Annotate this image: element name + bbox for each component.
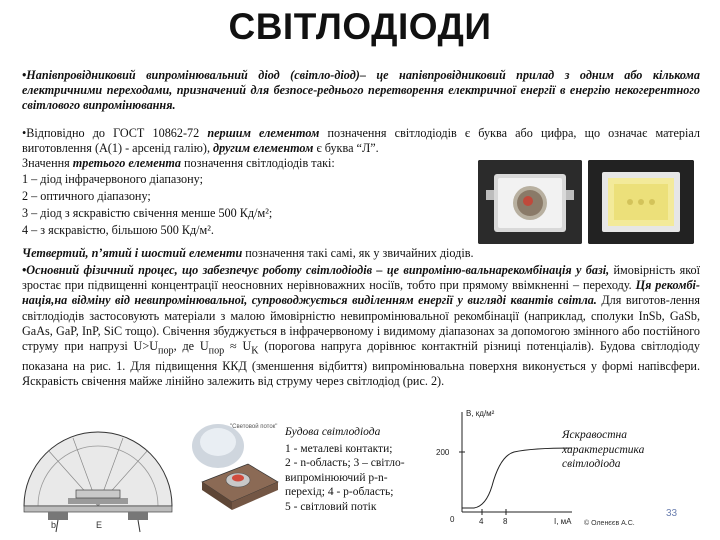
caption-brightness-line: світлодіода <box>562 458 621 471</box>
page-number: 33 <box>666 508 678 519</box>
graph-x-tick: 8 <box>503 517 508 526</box>
physics-text-2: Для виготов-лення світлодіодів застосовують матеріали з малою ймовірністю невипромінювальної рекомбінації (наприклад, сполуки InSb, GaSb, GaAs, GaP, InP, SiC тощо). Свічення збуджується в інфрачервоному і видимому діапазонах за допомогою змінного або постійного струму при напрузі U>U <box>22 293 700 354</box>
paragraph-fourth-element <box>22 246 700 261</box>
page-title: СВІТЛОДІОДИ <box>228 6 492 47</box>
graph-y-tick: 200 <box>436 448 450 457</box>
caption-structure-line: 2 - n-область; 3 – світло- <box>285 457 405 470</box>
fourth-element-term: Четвертий, п’ятий і шостий елементи <box>22 246 243 260</box>
physics-text-1: ймовірність якої зростає при підвищенні концентрації неосновних нерівноважних носіїв, тобто при прямому ввімкненні – переходу. <box>22 263 700 293</box>
caption-structure-line: 5 - світловий потік <box>285 500 377 513</box>
diagram-light-label: "Световой поток" <box>230 424 278 430</box>
paragraph-physics <box>22 263 700 389</box>
physics-recombination: Ця рекомбі-нація,на відміну від невипромінювальної, супроводжується виділенням енергії у вигляді квантів світла. <box>22 278 700 308</box>
led-yellow-image <box>588 160 694 244</box>
physics-sub-2: пор <box>208 345 225 357</box>
physics-text-5: (порогова напруга дорівнює контактній різниці потенціалів). Будова світлодіоду показана на рис. 1. Для підвищення ККД (зменшення відбиття) випромінювальна поверхня виконується у формі напівсфери. Яскравість свічення майже лінійно залежить від струму через світлодіод (рис. 2). <box>22 339 700 388</box>
graph-zero: 0 <box>450 515 455 524</box>
paragraph-definition <box>22 68 700 114</box>
third-text-2: позначення світлодіодів такі: <box>180 156 335 170</box>
led-3d-render <box>178 418 288 530</box>
caption-brightness <box>562 428 702 472</box>
caption-structure-line: перехід; 4 - p-область; <box>285 486 394 499</box>
list-item: 1 – діод інфрачервоного діапазону; <box>22 172 203 186</box>
definition-term: •Напівпровідниковий випромінювальний діод (світло-діод) <box>22 68 360 82</box>
physics-text-4: ≈ U <box>224 339 252 354</box>
led-photo-yellow <box>588 160 694 244</box>
definition-rest: – це напівпровідниковий прилад з одним або кількома електричними переходами, призначений для безпосе-реднього перетворення електричної енергії в енергію некогерентного світлового випромінювання. <box>22 68 701 113</box>
physics-sub-3: K <box>251 345 259 357</box>
caption-brightness-line: характеристика <box>562 443 645 456</box>
graph-xlabel: I, мА <box>554 517 572 526</box>
led-red-image <box>478 160 582 244</box>
graph-ylabel: B, кд/м² <box>466 409 495 418</box>
gost-text-1: •Відповідно до ГОСТ 10862-72 <box>22 126 208 140</box>
third-text-1: Значення <box>22 156 73 170</box>
physics-sub-1: пор <box>158 345 174 357</box>
caption-structure-line: випромінюючий p-n- <box>285 471 388 484</box>
physics-text-3: , де U <box>173 339 209 354</box>
caption-structure-line: Будова світлодіода <box>285 426 381 438</box>
gost-text-3: є буква “Л”. <box>313 141 379 156</box>
graph-x-tick: 4 <box>479 517 484 526</box>
led-structure-diagram <box>18 420 178 538</box>
caption-structure <box>285 425 435 515</box>
fourth-text: позначення такі самі, як у звичайних діодів. <box>242 246 474 260</box>
diagram-label-b: b <box>51 520 57 530</box>
list-item: 4 – з яскравістю, більшою 500 Кд/м². <box>22 223 214 237</box>
third-element-term: третього елемента <box>72 156 181 170</box>
author-credit: © Оленєєв А.С. <box>584 520 635 527</box>
paragraph-gost <box>22 126 700 156</box>
led-photo-red <box>478 160 582 244</box>
gost-second-element: другим елементом <box>213 141 314 156</box>
caption-structure-line: 1 - металеві контакти; <box>285 442 393 455</box>
list-item: 2 – оптичного діапазону; <box>22 189 151 203</box>
gost-first-element: першим елементом <box>207 126 320 140</box>
diagram-label-e: E <box>96 520 103 530</box>
list-item: 3 – діод з яскравістю свічення менше 500 Кд/м²; <box>22 206 273 220</box>
brightness-graph <box>432 404 582 536</box>
paragraph-third-element <box>22 156 452 171</box>
gost-text-2: позначення світлодіодів є буква або цифра, що означає матеріал виготовлення (А(1) - арсенід галію), <box>22 126 700 156</box>
physics-term: •Основний фізичний процес, що забезпечує роботу світлодіодів – це випроміню-вальнарекомбінація у базі, <box>22 263 610 277</box>
caption-brightness-line: Яскравостна <box>562 429 627 441</box>
